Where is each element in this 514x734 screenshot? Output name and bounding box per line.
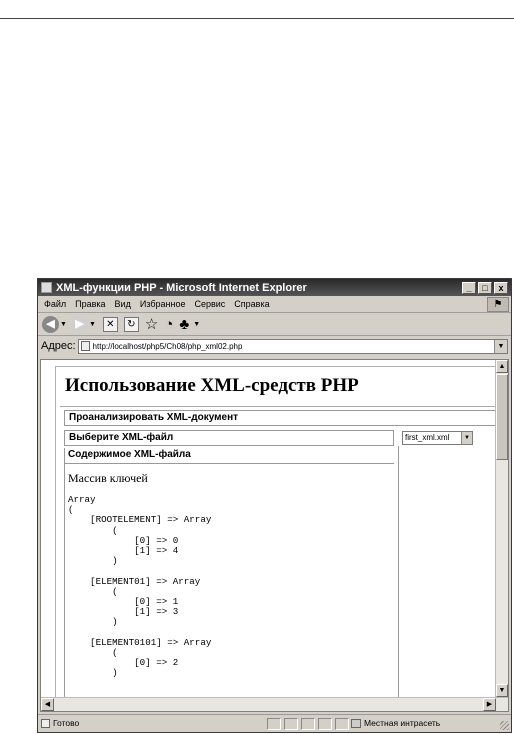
select-file-label: Выберите XML-файл <box>64 430 394 446</box>
favorites-star-icon[interactable]: ☆ <box>144 315 159 333</box>
document-area <box>55 366 498 706</box>
scroll-up-icon[interactable]: ▲ <box>496 360 508 373</box>
window-title: XML-функции PHP - Microsoft Internet Explorer <box>56 281 307 294</box>
heading-divider <box>60 406 497 407</box>
resize-grip-icon[interactable] <box>500 721 509 730</box>
scroll-thumb[interactable] <box>496 374 508 460</box>
vertical-scrollbar[interactable] <box>495 360 508 697</box>
menu-help[interactable]: Справка <box>234 299 270 309</box>
security-zone-text: Местная интрасеть <box>364 718 441 728</box>
address-dropdown-icon[interactable]: ▼ <box>494 340 507 353</box>
media-dropdown-icon[interactable]: ▼ <box>193 320 201 328</box>
status-cell <box>267 718 281 730</box>
menu-bar <box>38 296 511 313</box>
menu-view[interactable]: Вид <box>114 299 131 309</box>
status-cell <box>335 718 349 730</box>
status-cell <box>301 718 315 730</box>
close-button[interactable]: x <box>494 282 508 294</box>
scroll-left-icon[interactable]: ◀ <box>41 698 54 711</box>
toolbar <box>38 313 511 336</box>
menu-file[interactable]: Файл <box>44 299 67 309</box>
refresh-icon[interactable]: ↻ <box>124 317 139 332</box>
xml-file-select[interactable] <box>402 431 473 445</box>
horizontal-scrollbar[interactable] <box>41 697 509 711</box>
status-cell <box>284 718 298 730</box>
xml-file-select-value[interactable]: first_xml.xml <box>405 433 450 442</box>
address-bar <box>38 336 511 356</box>
array-dump-output: Array ( [ROOTELEMENT] => Array ( [0] => 0 [1] => 4 ) [ELEMENT01] => Array ( [0] => 1 [1] => 3 ) [ELEMENT0101] => Array ( [0] => 2 ) <box>68 494 212 679</box>
media-icon[interactable]: ♣ <box>179 315 190 333</box>
page-viewport <box>40 359 509 712</box>
forward-dropdown-icon[interactable]: ▼ <box>88 320 96 328</box>
page-icon <box>81 341 90 351</box>
back-button-icon[interactable]: ◀ <box>42 316 59 333</box>
select-dropdown-icon[interactable]: ▼ <box>461 432 472 444</box>
menu-edit[interactable]: Правка <box>75 299 106 309</box>
address-url[interactable]: http://localhost/php5/Ch08/php_xml02.php <box>92 341 243 351</box>
ie-app-icon <box>41 282 52 293</box>
maximize-button[interactable]: □ <box>478 282 492 294</box>
keys-array-label: Массив ключей <box>68 471 148 485</box>
stop-icon[interactable]: ✕ <box>103 317 118 332</box>
scroll-right-icon[interactable]: ▶ <box>483 698 496 711</box>
right-frame-border <box>398 446 399 706</box>
analyze-section-title: Проанализировать XML-документ <box>64 410 498 426</box>
windows-logo-icon: ⚑ <box>487 297 509 312</box>
content-frame-border <box>64 448 65 706</box>
file-content-label: Содержимое XML-файла <box>64 448 394 464</box>
forward-button-icon[interactable]: ▶ <box>71 316 88 333</box>
history-icon[interactable]: ◔ <box>164 315 174 333</box>
menu-tools[interactable]: Сервис <box>194 299 226 309</box>
page-top-rule <box>0 18 514 19</box>
menu-favorites[interactable]: Избранное <box>139 299 186 309</box>
ie-window <box>37 278 512 733</box>
back-dropdown-icon[interactable]: ▼ <box>60 320 67 328</box>
status-text: Готово <box>53 718 80 728</box>
minimize-button[interactable]: _ <box>462 282 476 294</box>
status-bar <box>38 714 511 732</box>
scroll-down-icon[interactable]: ▼ <box>496 684 508 697</box>
address-input[interactable] <box>78 339 508 354</box>
intranet-zone-icon <box>351 719 361 728</box>
done-page-icon <box>41 719 50 728</box>
address-label: Адрес: <box>41 340 76 352</box>
page-heading: Использование XML-средств PHP <box>65 375 359 396</box>
status-cell <box>318 718 332 730</box>
title-bar[interactable] <box>38 279 511 296</box>
